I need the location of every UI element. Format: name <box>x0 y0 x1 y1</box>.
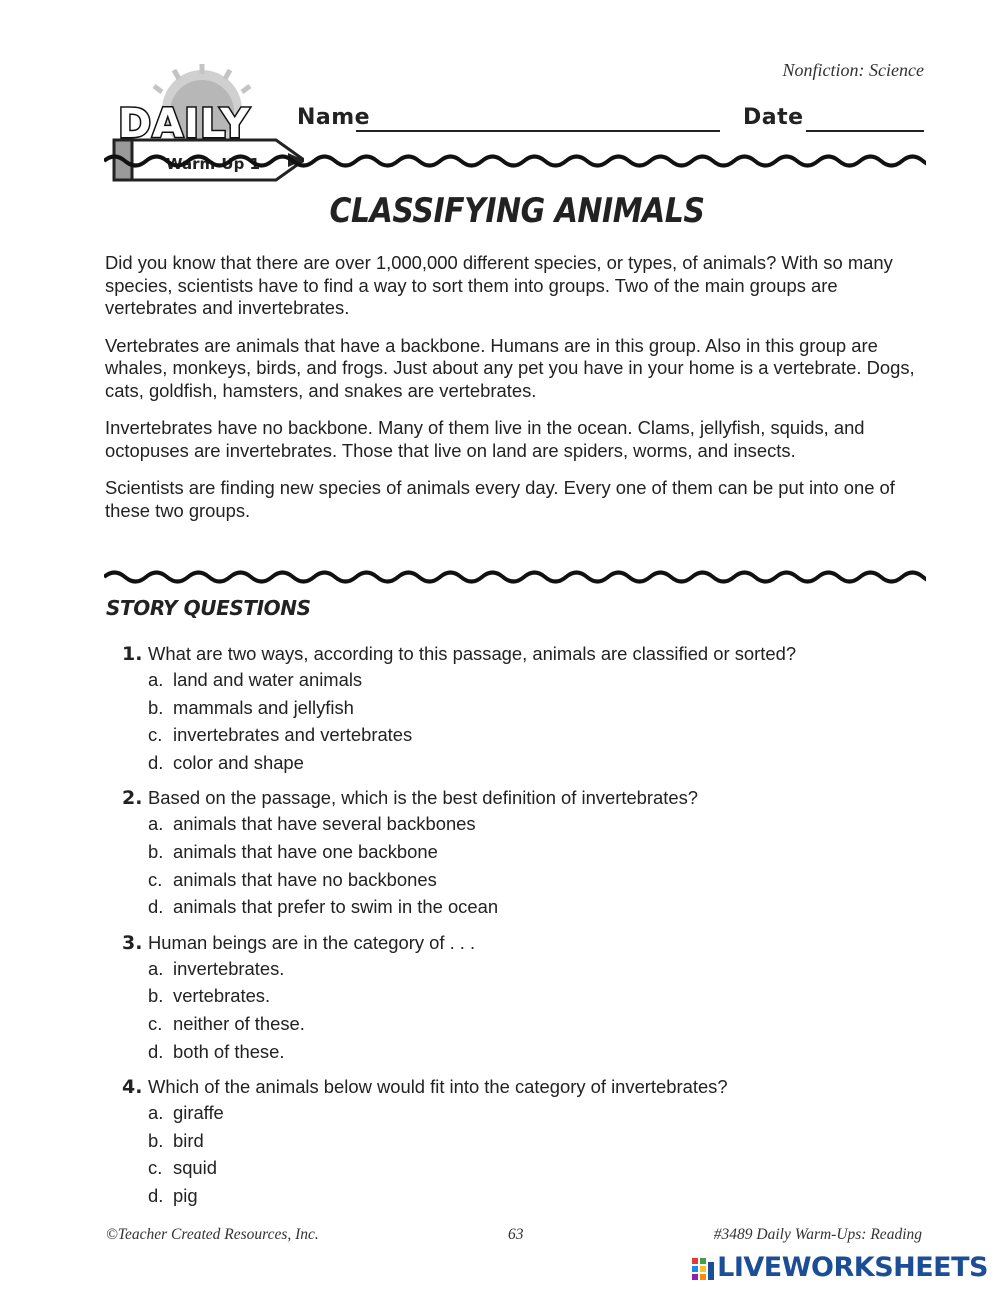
liveworksheets-logo-icon <box>692 1254 714 1282</box>
section-wave-divider <box>104 562 926 592</box>
question-3 <box>122 931 922 1065</box>
answer-option[interactable]: a. animals that have several backbones <box>148 813 476 835</box>
answer-option[interactable]: a. land and water animals <box>148 669 363 690</box>
footer-page-number: 63 <box>508 1226 524 1243</box>
question-number: 1. <box>122 643 143 665</box>
question-2 <box>122 786 922 920</box>
passage-paragraph: Did you know that there are over 1,000,000 different species, or types, of animals? With so many species, scientists have to find a way to sort them into groups. Two of the main groups are vertebrates and invertebrates. <box>105 252 893 318</box>
date-field[interactable] <box>806 130 924 132</box>
answer-option[interactable]: b. mammals and jellyfish <box>148 696 354 718</box>
question-4 <box>122 1075 922 1209</box>
answer-option[interactable]: d. color and shape <box>148 751 304 773</box>
header-category: Nonfiction: Science <box>782 60 924 80</box>
passage-paragraph: Invertebrates have no backbone. Many of them live in the ocean. Clams, jellyfish, squids, and octopuses are invertebrates. Those that live on land are spiders, worms, and insects. <box>105 417 865 461</box>
answer-option[interactable]: d. animals that prefer to swim in the ocean <box>148 896 499 918</box>
answer-option[interactable]: c. invertebrates and vertebrates <box>148 724 413 746</box>
question-text: Which of the animals below would fit into the category of invertebrates? <box>148 1076 728 1098</box>
answer-option[interactable]: c. squid <box>148 1157 217 1179</box>
answer-option[interactable]: b. bird <box>148 1129 204 1151</box>
footer-copyright: ©Teacher Created Resources, Inc. <box>106 1226 319 1243</box>
name-label: Name <box>297 105 371 130</box>
liveworksheets-brand[interactable] <box>692 1252 988 1283</box>
answer-option[interactable]: d. pig <box>148 1184 198 1206</box>
footer-book-title: #3489 Daily Warm-Ups: Reading <box>713 1226 922 1243</box>
answer-option[interactable]: c. animals that have no backbones <box>148 868 437 890</box>
question-number: 3. <box>122 931 143 954</box>
answer-option[interactable]: c. neither of these. <box>148 1012 305 1034</box>
reading-passage <box>105 252 927 537</box>
question-number: 4. <box>122 1076 143 1099</box>
answer-option[interactable]: a. giraffe <box>148 1102 224 1124</box>
section-title: STORY QUESTIONS <box>106 596 311 620</box>
answer-option[interactable]: b. vertebrates. <box>148 985 271 1007</box>
name-field[interactable] <box>356 130 720 132</box>
logo-subtitle: Warm-Up 1 <box>166 155 260 173</box>
header-wave-divider <box>104 146 926 176</box>
question-list <box>122 642 922 1220</box>
question-number: 2. <box>122 787 143 810</box>
question-1 <box>122 642 922 776</box>
answer-option[interactable]: a. invertebrates. <box>148 957 285 979</box>
question-text: What are two ways, according to this passage, animals are classified or sorted? <box>148 643 797 664</box>
brand-name: LIVEWORKSHEETS <box>717 1252 988 1283</box>
logo-word: DAILY <box>118 101 251 147</box>
answer-option[interactable]: b. animals that have one backbone <box>148 840 438 862</box>
page-title: CLASSIFYING ANIMALS <box>329 191 705 232</box>
answer-option[interactable]: d. both of these. <box>148 1040 285 1062</box>
date-label: Date <box>743 105 804 130</box>
question-text: Human beings are in the category of . . . <box>148 931 476 953</box>
passage-paragraph: Vertebrates are animals that have a backbone. Humans are in this group. Also in this group are whales, monkeys, birds, and frogs. Just about any pet you have in your home is a vertebrate. Dogs, cats, goldfish, hamsters, and snakes are vertebrates. <box>105 334 915 401</box>
question-text: Based on the passage, which is the best definition of invertebrates? <box>148 787 699 809</box>
passage-paragraph: Scientists are finding new species of animals every day. Every one of them can be put into one of these two groups. <box>105 477 895 521</box>
